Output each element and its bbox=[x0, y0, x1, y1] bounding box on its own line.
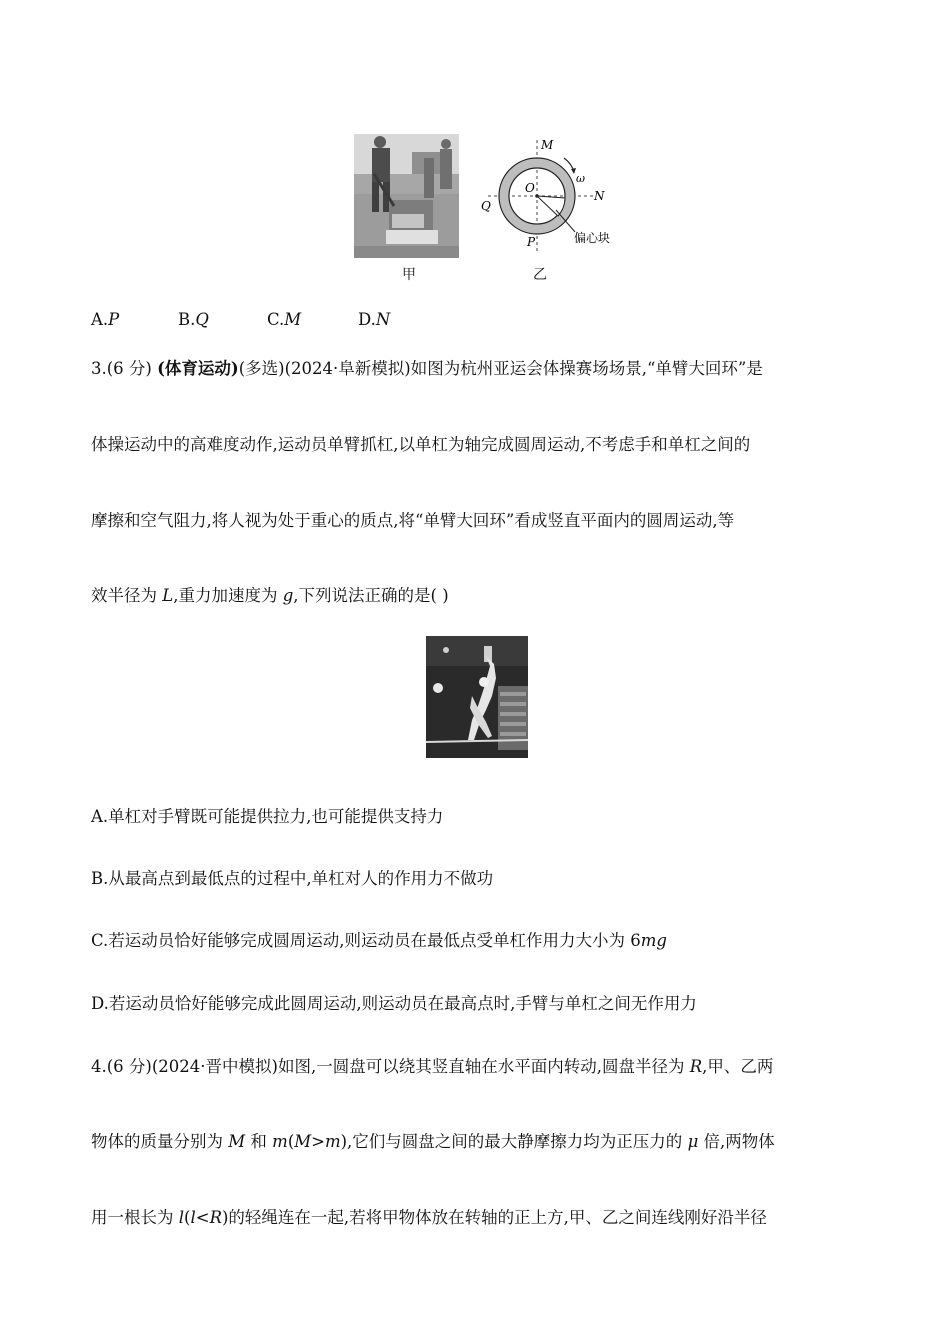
label-M: M bbox=[541, 138, 554, 152]
q3-option-d: D.若运动员恰好能够完成此圆周运动,则运动员在最高点时,手臂与单杠之间无作用力 bbox=[91, 994, 697, 1013]
q4-line-3: 用一根长为 l(l<R)的轻绳连在一起,若将甲物体放在转轴的正上方,甲、乙之间连线刚好沿半径 bbox=[91, 1208, 767, 1227]
q2-option-d: D.N bbox=[358, 310, 391, 329]
q3-option-b: B.从最高点到最低点的过程中,单杠对人的作用力不做功 bbox=[91, 869, 494, 888]
q3-option-c: C.若运动员恰好能够完成圆周运动,则运动员在最低点受单杠作用力大小为 6mg bbox=[91, 931, 667, 950]
caption-yi: 乙 bbox=[533, 267, 547, 283]
q2-option-a: A.P bbox=[91, 310, 120, 329]
compactor-photo bbox=[354, 134, 459, 258]
eccentric-block bbox=[537, 196, 565, 216]
label-O: O bbox=[525, 181, 535, 195]
q3-option-a: A.单杠对手臂既可能提供拉力,也可能提供支持力 bbox=[91, 807, 444, 826]
gymnast-photo-drawing bbox=[426, 636, 528, 758]
q3-line-2: 体操运动中的高难度动作,运动员单臂抓杠,以单杠为轴完成圆周运动,不考虑手和单杠之间的 bbox=[91, 435, 751, 454]
label-eccentric-block: 偏心块 bbox=[574, 231, 611, 245]
label-Q: Q bbox=[481, 199, 491, 213]
q2-option-b: B.Q bbox=[178, 310, 209, 329]
label-N: N bbox=[594, 189, 605, 203]
center-point bbox=[535, 194, 539, 198]
q4-line-1: 4.(6 分)(2024·晋中模拟)如图,一圆盘可以绕其竖直轴在水平面内转动,圆盘半径为 R,甲、乙两 bbox=[91, 1057, 774, 1076]
q2-option-c: C.M bbox=[267, 310, 302, 329]
caption-jia: 甲 bbox=[402, 267, 416, 283]
label-omega: ω bbox=[576, 172, 585, 185]
gymnast-photo bbox=[426, 636, 528, 758]
eccentric-wheel-diagram bbox=[478, 136, 618, 254]
q3-topic-tag: (体育运动) bbox=[157, 359, 239, 378]
q3-line-4: 效半径为 L,重力加速度为 g,下列说法正确的是( ) bbox=[91, 586, 449, 605]
q4-line-2: 物体的质量分别为 M 和 m(M>m),它们与圆盘之间的最大静摩擦力均为正压力的 μ 倍,两物体 bbox=[91, 1132, 775, 1151]
q3-line-1: 3.(6 分) (体育运动)(多选)(2024·阜新模拟)如图为杭州亚运会体操赛场场景,“单臂大回环”是 bbox=[91, 359, 763, 378]
compactor-photo-drawing bbox=[354, 134, 459, 258]
label-P: P bbox=[527, 235, 536, 249]
q3-line-3: 摩擦和空气阻力,将人视为处于重心的质点,将“单臂大回环”看成竖直平面内的圆周运动,等 bbox=[91, 511, 735, 530]
